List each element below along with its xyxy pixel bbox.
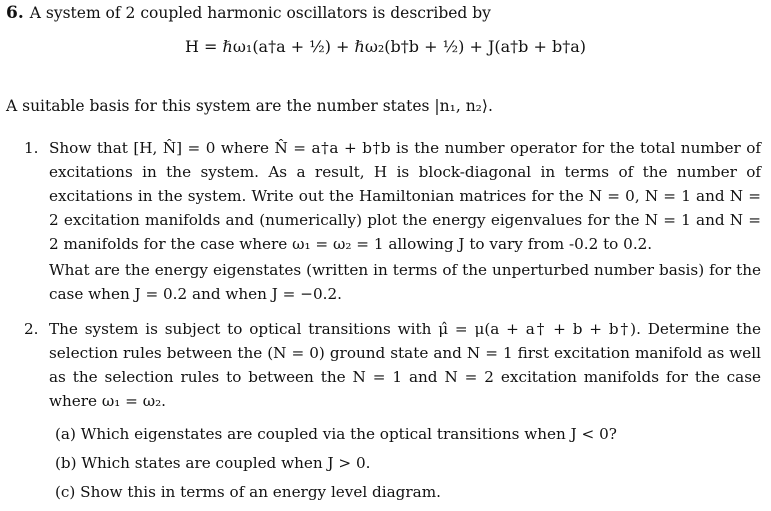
basis-statement: A suitable basis for this system are the number states |n₁, n₂⟩.	[6, 97, 493, 115]
item-1-text: Show that [H, N̂] = 0 where N̂ = a†a + b†b is the number operator for the total number of excitations in the system. As a result, H is block-diagonal in terms of the number of excitations in the system. Write out the Hamiltonian matrices for the N = 0, N = 1 and N = 2 excitation manifolds and (numerically) plot the energy eigenvalues for the N = 1 and N = 2 manifolds for the case where ω₁ = ω₂ = 1 allowing J to vary from -0.2 to 0.2.	[49, 139, 761, 253]
subitem-c: (c) Show this in terms of an energy level diagram.	[55, 483, 441, 501]
problem-intro: A system of 2 coupled harmonic oscillators is described by	[29, 4, 491, 22]
item-2-marker: 2.	[24, 320, 39, 338]
item-2-text: The system is subject to optical transitions with μ̂ = μ(a + a† + b + b†). Determine the selection rules between the (N = 0) ground state and N = 1 first excitation manifold as well as the selection rules to between the N = 1 and N = 2 excitation manifolds for the case where ω₁ = ω₂.	[49, 320, 761, 410]
problem-number: 6.	[6, 3, 24, 23]
item-1-followup: What are the energy eigenstates (written in terms of the unperturbed number basis) for the case when J = 0.2 and when J = −0.2.	[49, 261, 761, 303]
subitem-b: (b) Which states are coupled when J > 0.	[55, 454, 371, 472]
item-1-marker: 1.	[24, 139, 39, 157]
hamiltonian-equation: H = ℏω₁(a†a + ½) + ℏω₂(b†b + ½) + J(a†b + b†a)	[185, 37, 586, 56]
problem-heading	[6, 4, 491, 22]
subitem-a: (a) Which eigenstates are coupled via the optical transitions when J < 0?	[55, 425, 617, 443]
